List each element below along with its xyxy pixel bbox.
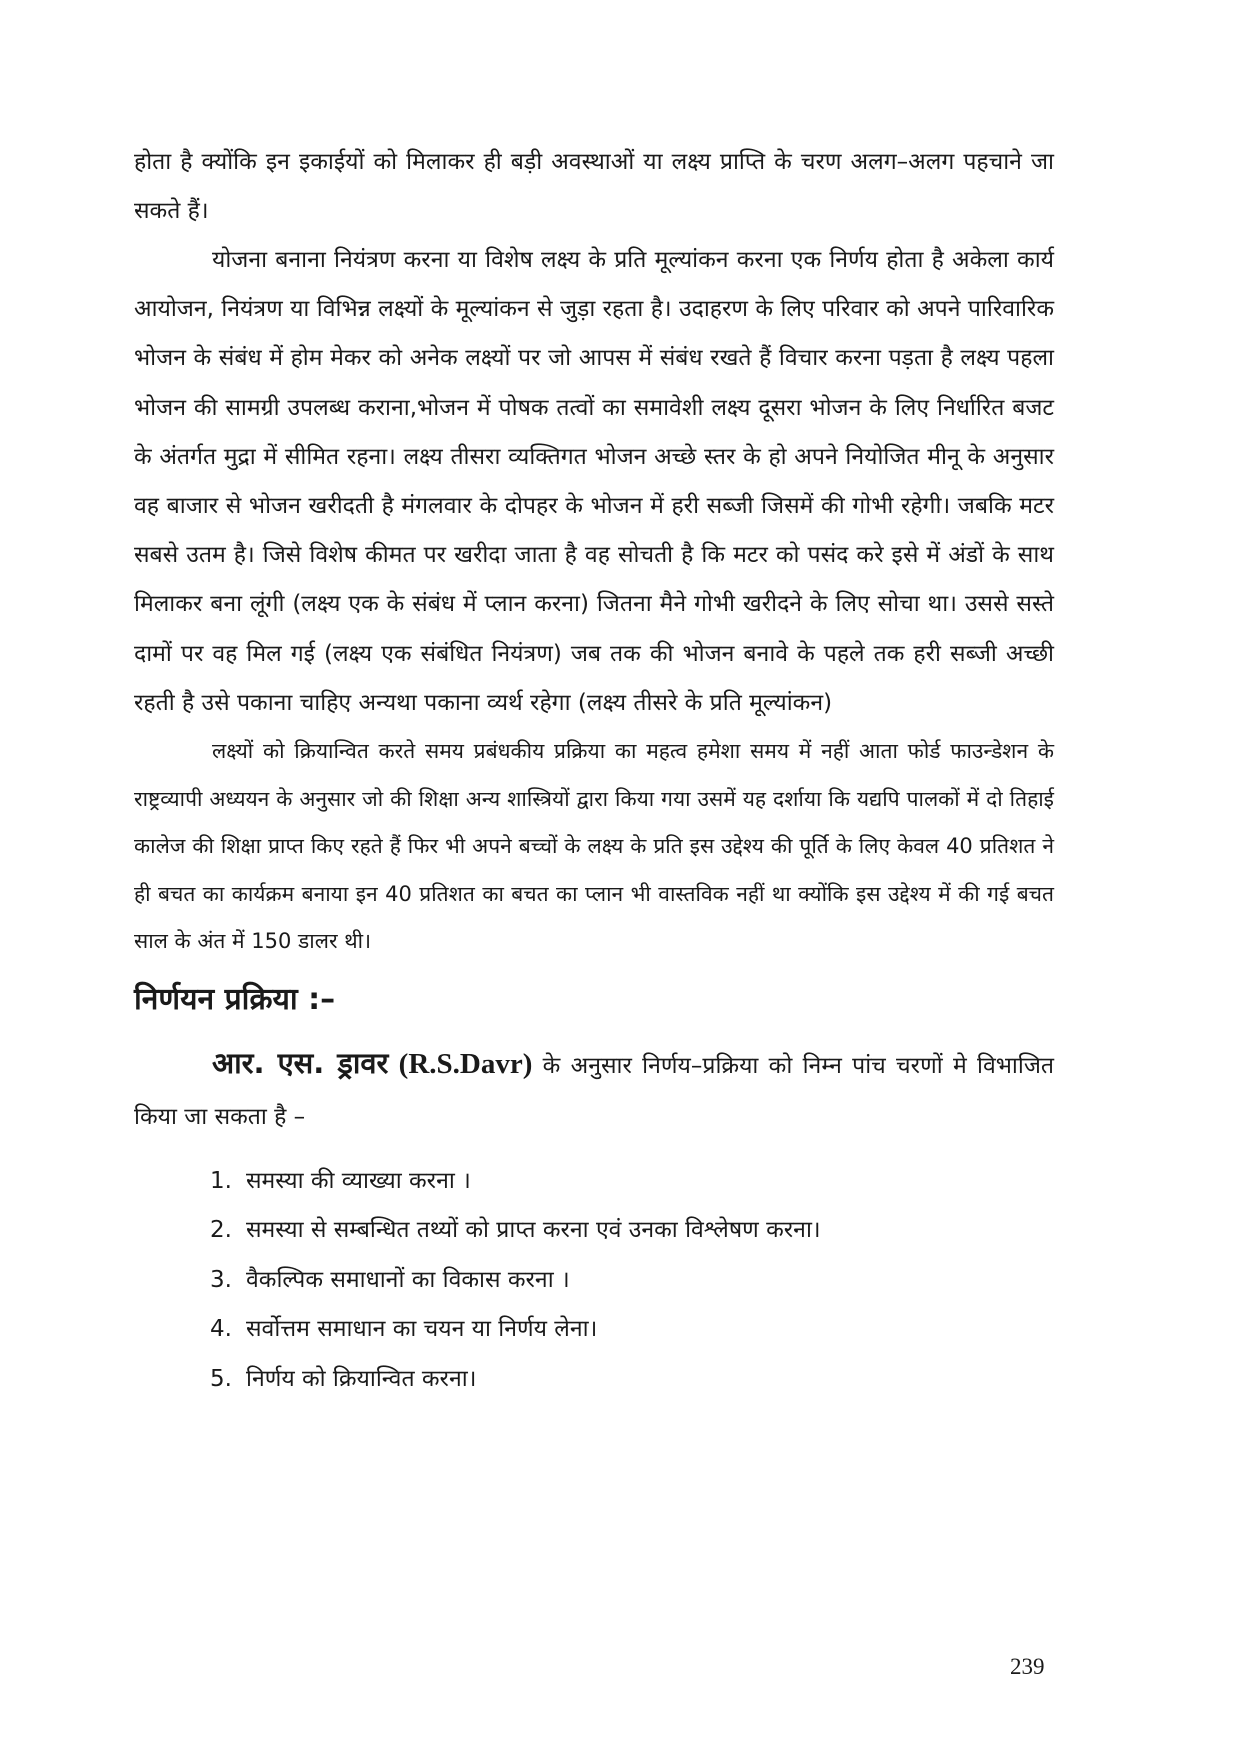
- list-item-number: 2.: [210, 1217, 232, 1244]
- list-item: [210, 1206, 1054, 1256]
- list-item-text: समस्या की व्याख्या करना ।: [246, 1167, 471, 1194]
- list-item: [210, 1157, 1054, 1207]
- author-name-hindi: आर. एस. ड्रावर: [212, 1045, 389, 1080]
- page-content: [134, 138, 1054, 1404]
- section-heading: निर्णयन प्रक्रिया :–: [134, 981, 336, 1017]
- paragraph-ford-foundation-study: लक्ष्यों को क्रियान्वित करते समय प्रबंधकीय प्रक्रिया का महत्व हमेशा समय में नहीं आता फोर्ड फाउन्डेशन के राष्ट्रव्यापी अध्ययन के अनुसार जो की शिक्षा अन्य शास्त्रियों द्वारा किया गया उसमें यह दर्शाया कि यद्यपि पालकों में दो तिहाई कालेज की शिक्षा प्राप्त किए रहते हैं फिर भी अपने बच्चों के लक्ष्य के प्रति इस उद्देश्य की पूर्ति के लिए केवल 40 प्रतिशत ने ही बचत का कार्यक्रम बनाया इन 40 प्रतिशत का बचत का प्लान भी वास्तविक नहीं था क्योंकि इस उद्देश्य में की गई बचत साल के अंत में 150 डालर थी।: [134, 739, 1054, 954]
- author-name-latin: (R.S.Davr): [398, 1047, 533, 1080]
- list-item-text: समस्या से सम्बन्धित तथ्यों को प्राप्त करना एवं उनका विश्लेषण करना।: [246, 1217, 821, 1244]
- paragraph-planning-example: योजना बनाना नियंत्रण करना या विशेष लक्ष्य के प्रति मूल्यांकन करना एक निर्णय होता है अकेला कार्य आयोजन, नियंत्रण या विभिन्न लक्ष्यों के मूल्यांकन से जुड़ा रहता है। उदाहरण के लिए परिवार को अपने पारिवारिक भोजन के संबंध में होम मेकर को अनेक लक्ष्यों पर जो आपस में संबंध रखते हैं विचार करना पड़ता है लक्ष्य पहला भोजन की सामग्री उपलब्ध कराना,भोजन में पोषक तत्वों का समावेशी लक्ष्य दूसरा भोजन के लिए निर्धारित बजट के अंतर्गत मुद्रा में सीमित रहना। लक्ष्य तीसरा व्यक्तिगत भोजन अच्छे स्तर के हो अपने नियोजित मीनू के अनुसार वह बाजार से भोजन खरीदती है मंगलवार के दोपहर के भोजन में हरी सब्जी जिसमें की गोभी रहेगी। जबकि मटर सबसे उतम है। जिसे विशेष कीमत पर खरीदा जाता है वह सोचती है कि मटर को पसंद करे इसे में अंडों के साथ मिलाकर बना लूंगी (लक्ष्य एक के संबंध में प्लान करना) जितना मैने गोभी खरीदने के लिए सोचा था। उससे सस्ते दामों पर वह मिल गई (लक्ष्य एक संबंधित नियंत्रण) जब तक की भोजन बनावे के पहले तक हरी सब्जी अच्छी रहती है उसे पकाना चाहिए अन्यथा पकाना व्यर्थ रहेगा (लक्ष्य तीसरे के प्रति मूल्यांकन): [134, 247, 1054, 716]
- list-item-text: निर्णय को क्रियान्वित करना।: [246, 1365, 477, 1392]
- list-item-number: 4.: [210, 1316, 232, 1343]
- list-item-number: 1.: [210, 1167, 232, 1194]
- list-item: [210, 1256, 1054, 1306]
- list-item-text: सर्वोत्तम समाधान का चयन या निर्णय लेना।: [246, 1316, 598, 1343]
- list-item: [210, 1355, 1054, 1405]
- list-item-text: वैकल्पिक समाधानों का विकास करना ।: [246, 1266, 570, 1293]
- intro-text: के अनुसार निर्णय–प्रक्रिया को निम्न पांच चरणों मे विभाजित किया जा सकता है –: [134, 1052, 1055, 1130]
- paragraph-continuation: होता है क्योंकि इन इकाईयों को मिलाकर ही बड़ी अवस्थाओं या लक्ष्य प्राप्ति के चरण अलग–अलग पहचाने जा सकते हैं।: [134, 149, 1054, 224]
- paragraph-decision-process-intro: [134, 1038, 1054, 1143]
- list-item: [210, 1305, 1054, 1355]
- list-item-number: 3.: [210, 1266, 232, 1293]
- decision-steps-list: [134, 1157, 1054, 1405]
- page-number: 239: [1010, 1654, 1045, 1679]
- list-item-number: 5.: [210, 1365, 232, 1392]
